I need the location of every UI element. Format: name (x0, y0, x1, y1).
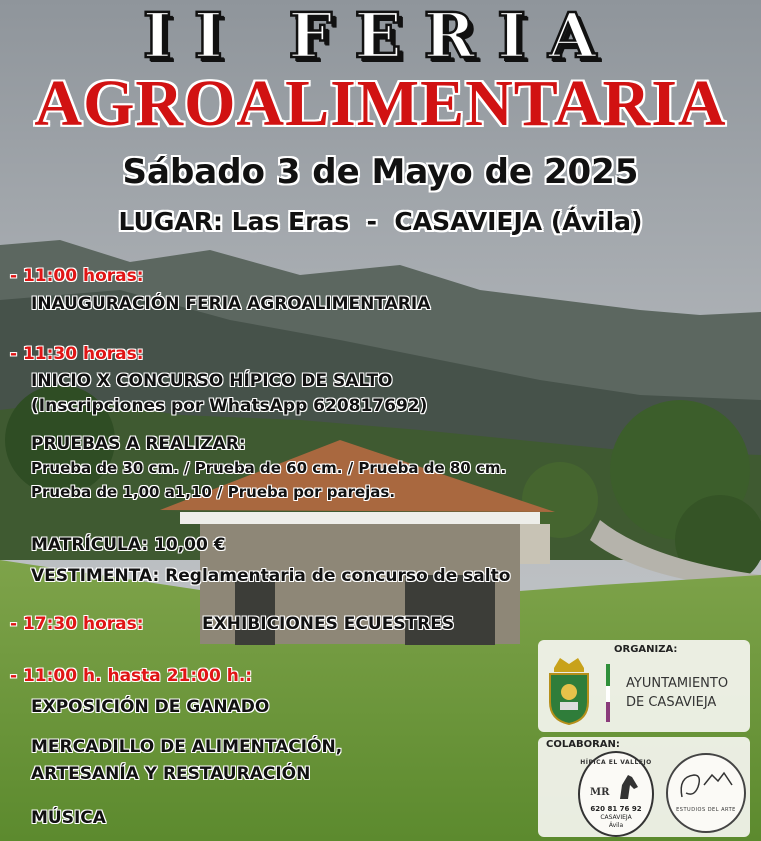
vestimenta: VESTIMENTA: Reglamentaria de concurso de salto (31, 566, 511, 586)
hipica-phone: 620 81 76 92 (590, 805, 642, 813)
estudios-name: ESTUDIOS DEL ARTE (676, 807, 736, 813)
title-line1: II FERIA (142, 0, 619, 72)
hipica-logo-name: HÍPICA EL VALLEJO (580, 759, 652, 766)
program-musica: MÚSICA (31, 808, 106, 828)
program-mercadillo-1: MERCADILLO DE ALIMENTACIÓN, (31, 737, 343, 757)
matricula: MATRÍCULA: 10,00 € (31, 535, 226, 555)
program-mercadillo-2: ARTESANÍA Y RESTAURACIÓN (31, 764, 311, 784)
organiza-box (538, 640, 750, 732)
signature-mountain-icon (676, 767, 736, 803)
horse-head-icon (614, 771, 640, 801)
event-location: LUGAR: Las Eras - CASAVIEJA (Ávila) (118, 207, 643, 236)
flag-stripe-white (606, 686, 610, 702)
flag-stripe-purple (606, 702, 610, 722)
organiza-label: ORGANIZA: (614, 644, 678, 655)
flag-stripe-green (606, 664, 610, 686)
pruebas-line1: Prueba de 30 cm. / Prueba de 60 cm. / Prueba de 80 cm. (31, 459, 507, 477)
time-3: - 17:30 horas: (10, 614, 144, 634)
title-line2: AGROALIMENTARIA (34, 67, 727, 140)
organiza-name-1: AYUNTAMIENTO (626, 676, 729, 691)
program-inauguracion: INAUGURACIÓN FERIA AGROALIMENTARIA (31, 294, 431, 314)
program-concurso: INICIO X CONCURSO HÍPICO DE SALTO (31, 371, 393, 391)
colaboran-label: COLABORAN: (546, 739, 620, 750)
pruebas-title: PRUEBAS A REALIZAR: (31, 434, 246, 454)
time-1: - 11:00 horas: (10, 266, 144, 286)
program-inscripciones: (Inscripciones por WhatsApp 620817692) (31, 396, 428, 416)
time-2: - 11:30 horas: (10, 344, 144, 364)
hipica-town: CASAVIEJA (600, 814, 632, 821)
pruebas-line2: Prueba de 1,00 a1,10 / Prueba por parejas. (31, 483, 396, 501)
event-date: Sábado 3 de Mayo de 2025 (122, 152, 639, 192)
program-exhibiciones: EXHIBICIONES ECUESTRES (202, 614, 455, 634)
organiza-name-2: DE CASAVIEJA (626, 695, 717, 710)
hipica-logo (578, 751, 654, 837)
coat-of-arms-icon (546, 654, 592, 726)
hipica-initials: MR (590, 787, 610, 798)
program-ganado: EXPOSICIÓN DE GANADO (31, 697, 270, 717)
time-4: - 11:00 h. hasta 21:00 h.: (10, 666, 253, 686)
hipica-province: Ávila (608, 822, 624, 829)
colaboran-box (538, 737, 750, 837)
estudios-logo (666, 753, 746, 833)
